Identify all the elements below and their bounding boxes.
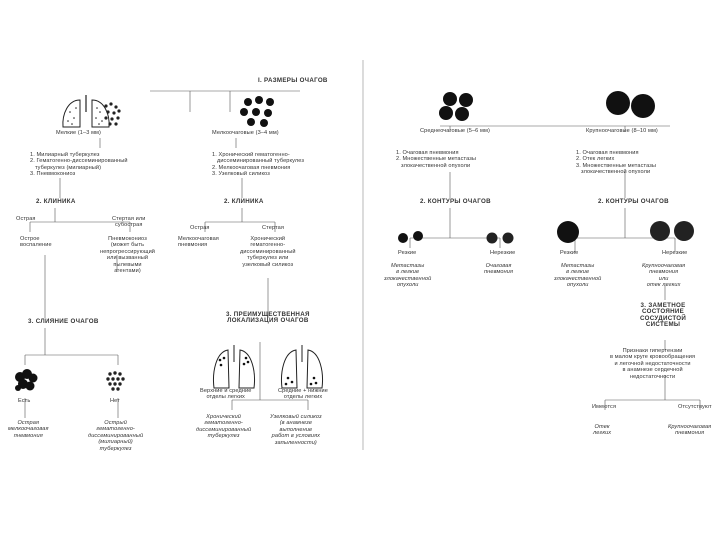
- contour-mid-sharp-image: [398, 231, 423, 243]
- pneumonia-desc: Мелкоочаговая пневмония: [178, 236, 219, 249]
- upper-lobes-desc: Хронический гематогенно- диссеминированный туберкулез: [196, 414, 252, 440]
- large-diagnoses-list: 1. Очаговая пневмония 2. Отек легких 3. Множественные метастазы злокачественной опухоли: [576, 150, 657, 176]
- merge-no-label: Нет: [110, 398, 120, 404]
- sizes-heading: I. РАЗМЕРЫ ОЧАГОВ: [258, 77, 328, 84]
- size-large-label: Крупноочаговые (8–10 мм): [586, 128, 658, 134]
- subacute-label: Стертая или субострая: [112, 216, 146, 229]
- vessel-heading: 3. ЗАМЕТНОЕ СОСТОЯНИЕ СОСУДИСТОЙ СИСТЕМЫ: [640, 302, 687, 329]
- vessel-present-label: Имеются: [592, 404, 617, 410]
- pneumoconiosis-desc: Пневмокониоз (может быть непрогрессирующий или вызванный пылевыми агентами): [100, 236, 156, 275]
- localization-heading: 3. ПРЕИМУЩЕСТВЕННАЯ ЛОКАЛИЗАЦИЯ ОЧАГОВ: [226, 311, 310, 325]
- clinic-left-heading: 2. КЛИНИКА: [36, 198, 76, 205]
- size-mid-label: Среднеочаговые (5–6 мм): [420, 128, 490, 134]
- lower-lobes-desc: Узелковый силикоз (в анамнезе выполнение работ в условиях запыленности): [270, 414, 322, 446]
- large-sharp-desc: Метастазы в легкие злокачественной опухоли: [554, 263, 602, 289]
- medium-diagnoses-list: 1. Хронический гематогенно- диссеминированный туберкулез 2. Мелкоочаговая пневмония 3. Узелковый силикоз: [212, 152, 305, 178]
- mid-blurred-desc: Очаговая пневмония: [484, 263, 514, 276]
- merge-no-desc: Острый гематогенно- диссеминированный (милиарный) туберкулез: [88, 420, 144, 452]
- large-blurred-desc: Крупноочаговая пневмония или отек легких: [642, 263, 686, 289]
- contours-left-heading: 2. КОНТУРЫ ОЧАГОВ: [420, 198, 491, 205]
- vessel-desc: Признаки гипертензии в малом круге кровообращения и легочной недостаточности в анамнезе сердечной недостаточности: [610, 348, 696, 380]
- lungs-lower-nodules-image: [282, 345, 323, 388]
- size-medium-label: Мелкоочаговые (3–4 мм): [212, 130, 279, 136]
- mid-sharp-desc: Метастазы в легкие злокачественной опухоли: [384, 263, 432, 289]
- medium-nodule-cluster: [240, 96, 274, 127]
- vessel-absent-label: Отсутствуют: [678, 404, 712, 410]
- acute-label: Острая: [16, 216, 36, 222]
- acute-desc: Острое воспаление: [20, 236, 52, 249]
- lungs-upper-nodules-image: [214, 345, 255, 388]
- worn2-label: Стертая: [262, 225, 284, 231]
- vessel-absent-desc: Крупноочаговая пневмония: [668, 424, 712, 437]
- separate-nodules-image: [106, 371, 124, 390]
- contours-right-heading: 2. КОНТУРЫ ОЧАГОВ: [598, 198, 669, 205]
- upper-lobes-label: Верхние и средние отделы легких: [200, 388, 252, 401]
- large-sharp-label: Резкие: [560, 250, 579, 256]
- merge-heading: 3. СЛИЯНИЕ ОЧАГОВ: [28, 318, 99, 325]
- vessel-present-desc: Отек легких: [593, 424, 612, 437]
- large-nodule-cluster: [606, 91, 655, 118]
- mid-sharp-label: Резкие: [398, 250, 417, 256]
- small-diagnoses-list: 1. Милиарный туберкулез 2. Гематогенно-диссеминированный туберкулез (милиарный) 3. Пневмокониоз: [30, 152, 128, 178]
- fine-nodule-cluster: [104, 102, 120, 125]
- mid-blurred-label: Нерезкие: [490, 250, 516, 256]
- mid-diagnoses-list: 1. Очаговая пневмония 2. Множественные метастазы злокачественной опухоли: [396, 150, 477, 169]
- confluent-nodules-image: [15, 369, 38, 391]
- clinic-right-heading: 2. КЛИНИКА: [224, 198, 264, 205]
- lower-lobes-label: Средние + нижние отделы легких: [278, 388, 328, 401]
- contour-large-sharp-image: [557, 221, 579, 243]
- merge-yes-label: Есть: [18, 398, 31, 404]
- size-small-label: Мелкие (1–3 мм): [56, 130, 101, 136]
- chronic-desc: Хронический гематогенно- диссеминированный туберкулез или узелковый силикоз: [240, 236, 296, 268]
- large-blurred-label: Нерезкие: [662, 250, 688, 256]
- mid-nodule-cluster: [439, 92, 473, 121]
- merge-yes-desc: Острая мелкоочаговая пневмония: [8, 420, 49, 439]
- acute2-label: Острая: [190, 225, 210, 231]
- lungs-fine-nodules-image: [63, 95, 109, 127]
